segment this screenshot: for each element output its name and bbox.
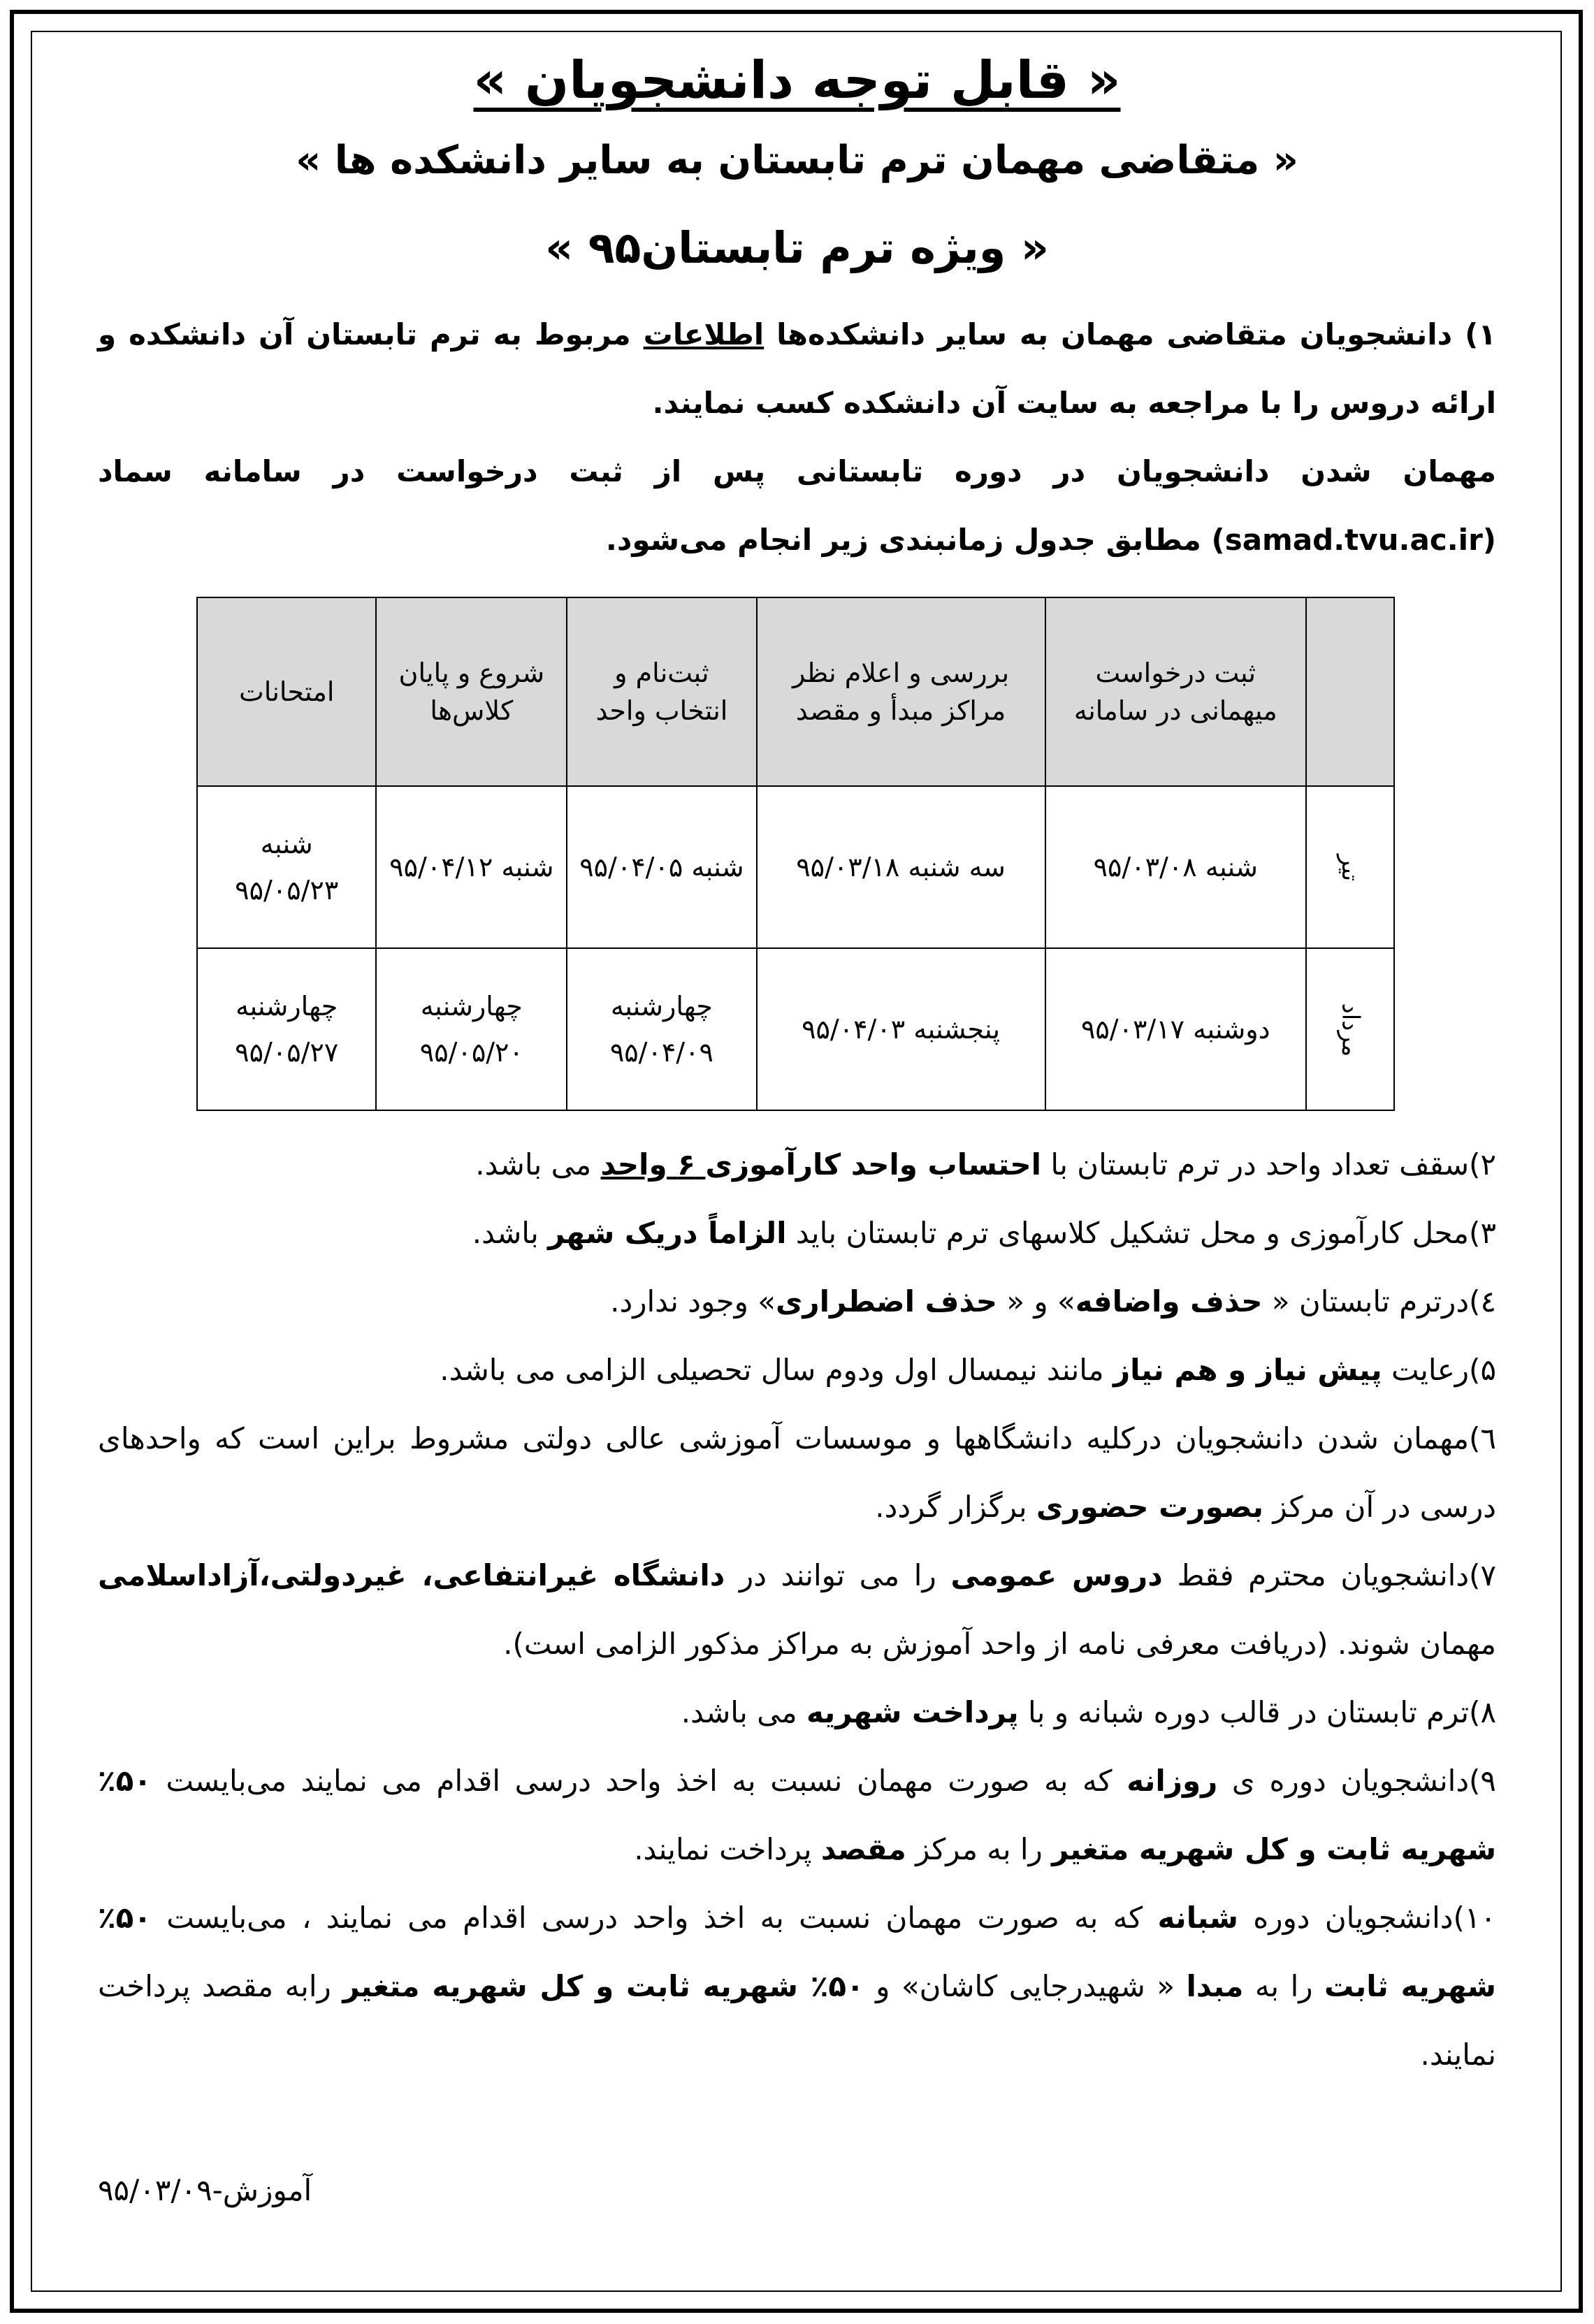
title-text: « قابل توجه دانشجویان » <box>473 50 1121 110</box>
item-emphasis: دانشگاه غیرانتفاعی، غیردولتی،آزاداسلامی <box>98 1558 725 1592</box>
item-8 <box>98 1678 1496 1747</box>
item-text: را به <box>1243 1969 1325 2003</box>
table-cell: شنبه ۹۵/۰۳/۰۸ <box>1045 786 1306 948</box>
table-header-cell: ثبت‌نام و انتخاب واحد <box>567 597 756 786</box>
intro-text: آن دانشکده کسب نمایند. <box>652 386 1017 420</box>
table-cell: پنجشنبه ۹۵/۰۴/۰۳ <box>757 948 1045 1110</box>
item-4 <box>98 1268 1496 1336</box>
item-emphasis: حذف اضطراری <box>775 1284 997 1319</box>
item-text: را به مرکز <box>906 1832 1052 1866</box>
item-text: پرداخت نمایند. <box>634 1832 821 1866</box>
item-emphasis: حذف واضافه <box>1075 1284 1263 1319</box>
row-label-cell <box>1306 948 1394 1110</box>
item-emphasis: بصورت حضوری <box>1036 1490 1264 1524</box>
item-text: که به صورت مهمان نسبت به اخذ واحد درسی اقدام می نمایند ، می‌بایست <box>151 1901 1158 1935</box>
table-cell: چهارشنبه ۹۵/۰۴/۰۹ <box>567 948 756 1110</box>
info-word: اطلاعات <box>643 317 765 351</box>
row-label-cell <box>1306 786 1394 948</box>
item-text: می باشد. <box>475 1147 601 1182</box>
item-emphasis: احتساب واحد کارآموزی <box>705 1147 1042 1182</box>
item-9 <box>98 1747 1496 1884</box>
item-text: ۱۰)دانشجویان دوره <box>1238 1901 1496 1935</box>
table-header-cell: ثبت درخواست میهمانی در سامانه <box>1045 597 1306 786</box>
item-text: رابه مقصد پرداخت نمایند. <box>98 1969 1496 2072</box>
samad-url: (samad.tvu.ac.ir) <box>1211 523 1496 557</box>
item-text: ۹)دانشجویان دوره ی <box>1217 1764 1496 1798</box>
item-text: مهمان شوند. (دریافت معرفی نامه از واحد آموزش به مراکز مذکور الزامی است). <box>503 1627 1496 1661</box>
intro-paragraph-1 <box>98 300 1496 437</box>
item-emphasis: پرداخت شهریه <box>806 1695 1019 1729</box>
table-row <box>197 786 1394 948</box>
table-cell: شنبه ۹۵/۰۴/۱۲ <box>376 786 567 948</box>
intro-text: مهمان شدن دانشجویان در دوره تابستانی پس از ثبت درخواست در سامانه سماد <box>98 454 1496 488</box>
row-label: تیر <box>1335 854 1364 882</box>
page-title <box>98 42 1496 119</box>
intro-text: ۱) دانشجویان متقاضی مهمان به سایر دانشکده‌ها <box>764 317 1496 351</box>
table-cell: چهارشنبه ۹۵/۰۵/۲۰ <box>376 948 567 1110</box>
item-text: ۲)سقف تعداد واحد در ترم تابستان با <box>1041 1147 1496 1182</box>
item-emphasis: ۶ واحد <box>600 1147 706 1182</box>
subtitle-term: « ویژه ترم تابستان۹۵ » <box>545 222 1049 273</box>
item-5 <box>98 1336 1496 1404</box>
item-emphasis: دروس عمومی <box>950 1558 1163 1592</box>
item-text: ٤)درترم تابستان « <box>1262 1284 1496 1319</box>
item-emphasis: الزاماً دریک شهر <box>548 1216 787 1250</box>
table-header-cell: بررسی و اعلام نظر مراکز مبدأ و مقصد <box>757 597 1045 786</box>
item-text: ٦)مهمان شدن دانشجویان درکلیه دانشگاهها و موسسات آموزشی عالی دولتی مشروط براین است که واحدهای درسی در آن مرکز <box>98 1421 1496 1524</box>
item-emphasis: مقصد <box>820 1832 906 1866</box>
table-header-cell: امتحانات <box>197 597 376 786</box>
item-text: را می توانند در <box>725 1558 951 1592</box>
subtitle: « متقاضی مهمان ترم تابستان به سایر دانشکده ها » <box>296 138 1298 183</box>
item-text: برگزار گردد. <box>875 1490 1036 1524</box>
document-body <box>98 42 1496 2089</box>
table-cell: چهارشنبه ۹۵/۰۵/۲۷ <box>197 948 376 1110</box>
table-header-cell: شروع و پایان کلاس‌ها <box>376 597 567 786</box>
table-cell: سه شنبه ۹۵/۰۳/۱۸ <box>757 786 1045 948</box>
table-header-cell <box>1306 597 1394 786</box>
item-emphasis: ۵۰٪ شهریه ثابت و کل شهریه متغیر <box>98 1764 1496 1866</box>
table-header-row <box>197 597 1394 786</box>
item-text: ۵)رعایت <box>1382 1353 1496 1387</box>
item-emphasis: پیش نیاز و هم نیاز <box>1113 1353 1382 1387</box>
item-text: » و « <box>997 1284 1075 1319</box>
schedule-table <box>196 597 1395 1111</box>
item-7 <box>98 1541 1496 1678</box>
item-text: مانند نیمسال اول ودوم سال تحصیلی الزامی می باشد. <box>440 1353 1113 1387</box>
item-emphasis: روزانه <box>1126 1764 1218 1798</box>
item-2 <box>98 1131 1496 1199</box>
item-text: ۳)محل کارآموزی و محل تشکیل کلاسهای ترم تابستان باید <box>786 1216 1496 1250</box>
table-cell: دوشنبه ۹۵/۰۳/۱۷ <box>1045 948 1306 1110</box>
item-text: باشد. <box>472 1216 549 1250</box>
item-text: » وجود ندارد. <box>610 1284 776 1319</box>
item-text: ۸)ترم تابستان در قالب دوره شبانه و با <box>1018 1695 1496 1729</box>
item-text: می باشد. <box>681 1695 806 1729</box>
table-cell: شنبه ۹۵/۰۵/۲۳ <box>197 786 376 948</box>
item-text: که به صورت مهمان نسبت به اخذ واحد درسی اقدام می نمایند می‌بایست <box>151 1764 1127 1798</box>
item-text: ۷)دانشجویان محترم فقط <box>1162 1558 1496 1592</box>
intro-paragraph-2 <box>98 437 1496 574</box>
intro-text: مطابق جدول زمانبندی زیر انجام می‌شود. <box>605 523 1212 557</box>
item-emphasis: ۵۰٪ شهریه ثابت و کل شهریه متغیر <box>342 1969 864 2003</box>
item-emphasis: ۵۰٪ شهریه ثابت <box>98 1901 1496 2003</box>
item-6 <box>98 1404 1496 1541</box>
item-3 <box>98 1199 1496 1268</box>
site-word: سایت <box>1016 386 1099 420</box>
intro-text: مربوط به ترم تابستان آن دانشکده و ارائه دروس را با مراجعه به <box>98 317 1496 420</box>
item-emphasis: مبدا <box>1186 1969 1244 2003</box>
item-emphasis: شبانه <box>1157 1901 1238 1935</box>
item-10 <box>98 1884 1496 2089</box>
table-row <box>197 948 1394 1110</box>
table-cell: شنبه ۹۵/۰۴/۰۵ <box>567 786 756 948</box>
row-label: مرداد <box>1335 1003 1364 1057</box>
item-text: « شهیدرجایی کاشان» و <box>864 1969 1187 2003</box>
footer-reference: آموزش-۹۵/۰۳/۰۹ <box>98 2173 312 2207</box>
